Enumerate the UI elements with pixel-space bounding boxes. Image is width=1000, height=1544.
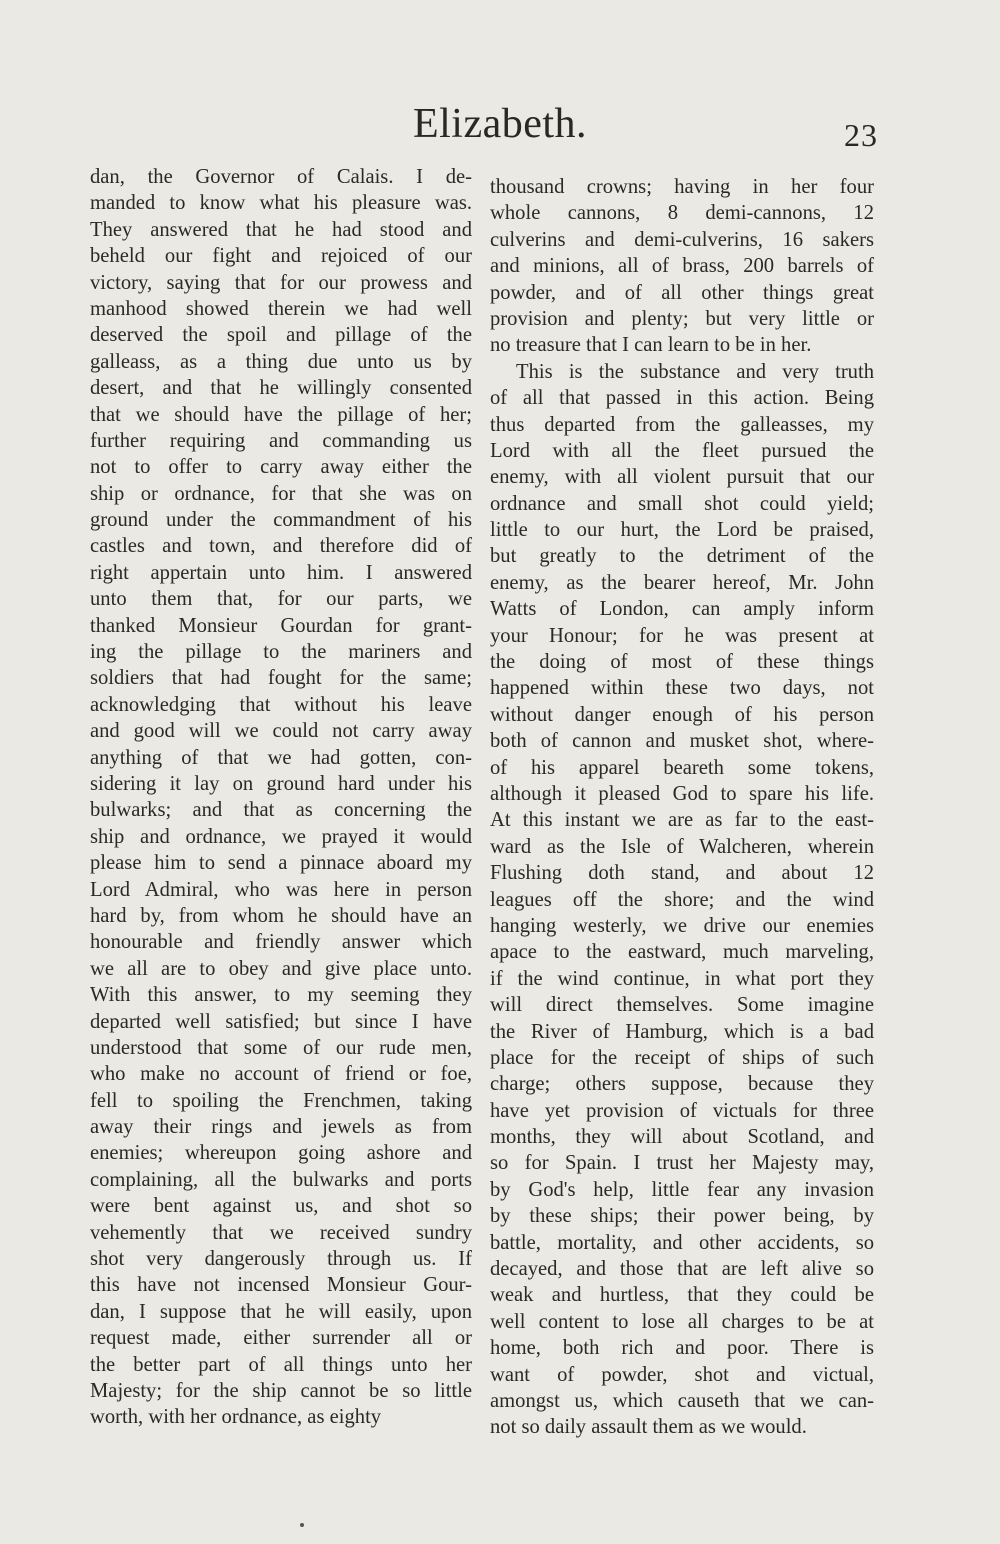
text-line: thus departed from the galleasses, my — [490, 413, 874, 436]
text-line: leagues off the shore; and the wind — [490, 888, 874, 911]
text-line: of all that passed in this action. Being — [490, 387, 874, 410]
text-line: by God's help, little fear any invasion — [490, 1178, 874, 1201]
text-line: vehemently that we received sundry — [90, 1221, 472, 1244]
page-number: 23 — [844, 117, 878, 153]
text-line: we all are to obey and give place unto. — [90, 957, 472, 980]
text-line: this have not incensed Monsieur Gour- — [90, 1274, 472, 1297]
text-line: hard by, from whom he should have an — [90, 904, 472, 927]
text-line: the River of Hamburg, which is a bad — [490, 1020, 874, 1043]
text-line: powder, and of all other things great — [490, 281, 874, 304]
text-line: At this instant we are as far to the east- — [490, 809, 874, 832]
text-line: shot very dangerously through us. If — [90, 1248, 472, 1271]
text-line: dan, the Governor of Calais. I de- — [90, 166, 472, 188]
text-line: ordnance and small shot could yield; — [490, 492, 874, 515]
text-line: This is the substance and very truth — [516, 360, 874, 383]
text-line: were bent against us, and shot so — [90, 1195, 472, 1218]
text-line: of his apparel beareth some tokens, — [490, 756, 874, 779]
text-line: honourable and friendly answer which — [90, 931, 472, 954]
text-line: no treasure that I can learn to be in her. — [490, 334, 812, 357]
text-line: but greatly to the detriment of the — [490, 545, 874, 568]
text-line: Flushing doth stand, and about 12 — [490, 862, 874, 885]
text-line: happened within these two days, not — [490, 677, 874, 700]
text-line: ship and ordnance, we prayed it would — [90, 825, 472, 848]
text-line: bulwarks; and that as concerning the — [90, 799, 472, 822]
text-line: Watts of London, can amply inform — [490, 598, 874, 621]
text-line: want of powder, shot and victual, — [490, 1363, 874, 1386]
text-line: whole cannons, 8 demi-cannons, 12 — [490, 202, 874, 225]
text-line: away their rings and jewels as from — [90, 1116, 472, 1139]
left-text-column — [90, 164, 472, 1431]
text-line: and good will we could not carry away — [90, 720, 472, 743]
text-line: ing the pillage to the mariners and — [90, 641, 472, 664]
text-line: soldiers that had fought for the same; — [90, 667, 472, 690]
text-line: enemy, as the bearer hereof, Mr. John — [490, 571, 874, 594]
text-line: further requiring and commanding us — [90, 429, 472, 452]
text-line: weak and hurtless, that they could be — [490, 1284, 874, 1307]
text-line: decayed, and those that are left alive so — [490, 1258, 874, 1281]
text-line: by these ships; their power being, by — [490, 1205, 874, 1228]
text-line: little to our hurt, the Lord be praised, — [490, 519, 874, 542]
text-line: understood that some of our rude men, — [90, 1036, 472, 1059]
text-line: charge; others suppose, because they — [490, 1073, 874, 1096]
text-line: hanging westerly, we drive our enemies — [490, 914, 874, 937]
text-line: Lord with all the fleet pursued the — [490, 439, 874, 462]
text-line: so for Spain. I trust her Majesty may, — [490, 1152, 874, 1175]
text-line: battle, mortality, and other accidents, so — [490, 1231, 874, 1254]
text-line: that we should have the pillage of her; — [90, 403, 472, 426]
text-line: culverins and demi-culverins, 16 sakers — [490, 228, 874, 251]
text-line: if the wind continue, in what port they — [490, 967, 874, 990]
text-line: please him to send a pinnace aboard my — [90, 852, 472, 875]
text-line: the doing of most of these things — [490, 651, 874, 674]
text-line: thousand crowns; having in her four — [490, 176, 874, 198]
text-line: not so daily assault them as we would. — [490, 1416, 807, 1439]
text-line: without danger enough of his person — [490, 703, 874, 726]
text-line: amongst us, which causeth that we can- — [490, 1389, 874, 1412]
text-line: dan, I suppose that he will easily, upon — [90, 1300, 472, 1323]
text-line: Majesty; for the ship cannot be so little — [90, 1379, 472, 1402]
text-line: deserved the spoil and pillage of the — [90, 324, 472, 347]
text-line: enemies; whereupon going ashore and — [90, 1142, 472, 1165]
text-line: departed well satisfied; but since I have — [90, 1010, 472, 1033]
text-line: anything of that we had gotten, con- — [90, 746, 472, 769]
text-line: although it pleased God to spare his life. — [490, 782, 874, 805]
footer-mark — [300, 1523, 304, 1527]
text-line: Lord Admiral, who was here in person — [90, 878, 472, 901]
text-line: fell to spoiling the Frenchmen, taking — [90, 1089, 472, 1112]
text-line: well content to lose all charges to be at — [490, 1310, 874, 1333]
text-line: who make no account of friend or foe, — [90, 1063, 472, 1086]
text-line: ship or ordnance, for that she was on — [90, 482, 472, 505]
text-line: They answered that he had stood and — [90, 218, 472, 241]
text-line: home, both rich and poor. There is — [490, 1337, 874, 1360]
text-line: the better part of all things unto her — [90, 1353, 472, 1376]
text-line: right appertain unto him. I answered — [90, 561, 472, 584]
text-line: place for the receipt of ships of such — [490, 1046, 874, 1069]
text-line: manhood showed therein we had well — [90, 297, 472, 320]
text-line: and minions, all of brass, 200 barrels of — [490, 255, 874, 278]
text-line: galleass, as a thing due unto us by — [90, 350, 472, 373]
text-line: your Honour; for he was present at — [490, 624, 874, 647]
text-line: months, they will about Scotland, and — [490, 1126, 874, 1149]
text-line: ward as the Isle of Walcheren, wherein — [490, 835, 874, 858]
text-line: have yet provision of victuals for three — [490, 1099, 874, 1122]
text-line: thanked Monsieur Gourdan for grant- — [90, 614, 472, 637]
text-line: manded to know what his pleasure was. — [90, 192, 472, 215]
text-line: With this answer, to my seeming they — [90, 984, 472, 1007]
text-line: apace to the eastward, much marveling, — [490, 941, 874, 964]
text-line: beheld our fight and rejoiced of our — [90, 245, 472, 268]
text-line: ground under the commandment of his — [90, 509, 472, 532]
text-line: worth, with her ordnance, as eighty — [90, 1406, 382, 1429]
text-line: complaining, all the bulwarks and ports — [90, 1168, 472, 1191]
text-line: both of cannon and musket shot, where- — [490, 730, 874, 753]
text-line: enemy, with all violent pursuit that our — [490, 466, 874, 489]
text-line: provision and plenty; but very little or — [490, 307, 874, 330]
text-line: acknowledging that without his leave — [90, 693, 472, 716]
right-text-column — [490, 174, 874, 1441]
text-line: sidering it lay on ground hard under his — [90, 772, 472, 795]
running-title: Elizabeth. — [412, 101, 588, 147]
text-line: unto them that, for our parts, we — [90, 588, 472, 611]
text-line: victory, saying that for our prowess and — [90, 271, 472, 294]
text-line: castles and town, and therefore did of — [90, 535, 472, 558]
text-line: request made, either surrender all or — [90, 1327, 472, 1350]
text-line: not to offer to carry away either the — [90, 456, 472, 479]
text-line: desert, and that he willingly consented — [90, 377, 472, 400]
text-line: will direct themselves. Some imagine — [490, 994, 874, 1017]
